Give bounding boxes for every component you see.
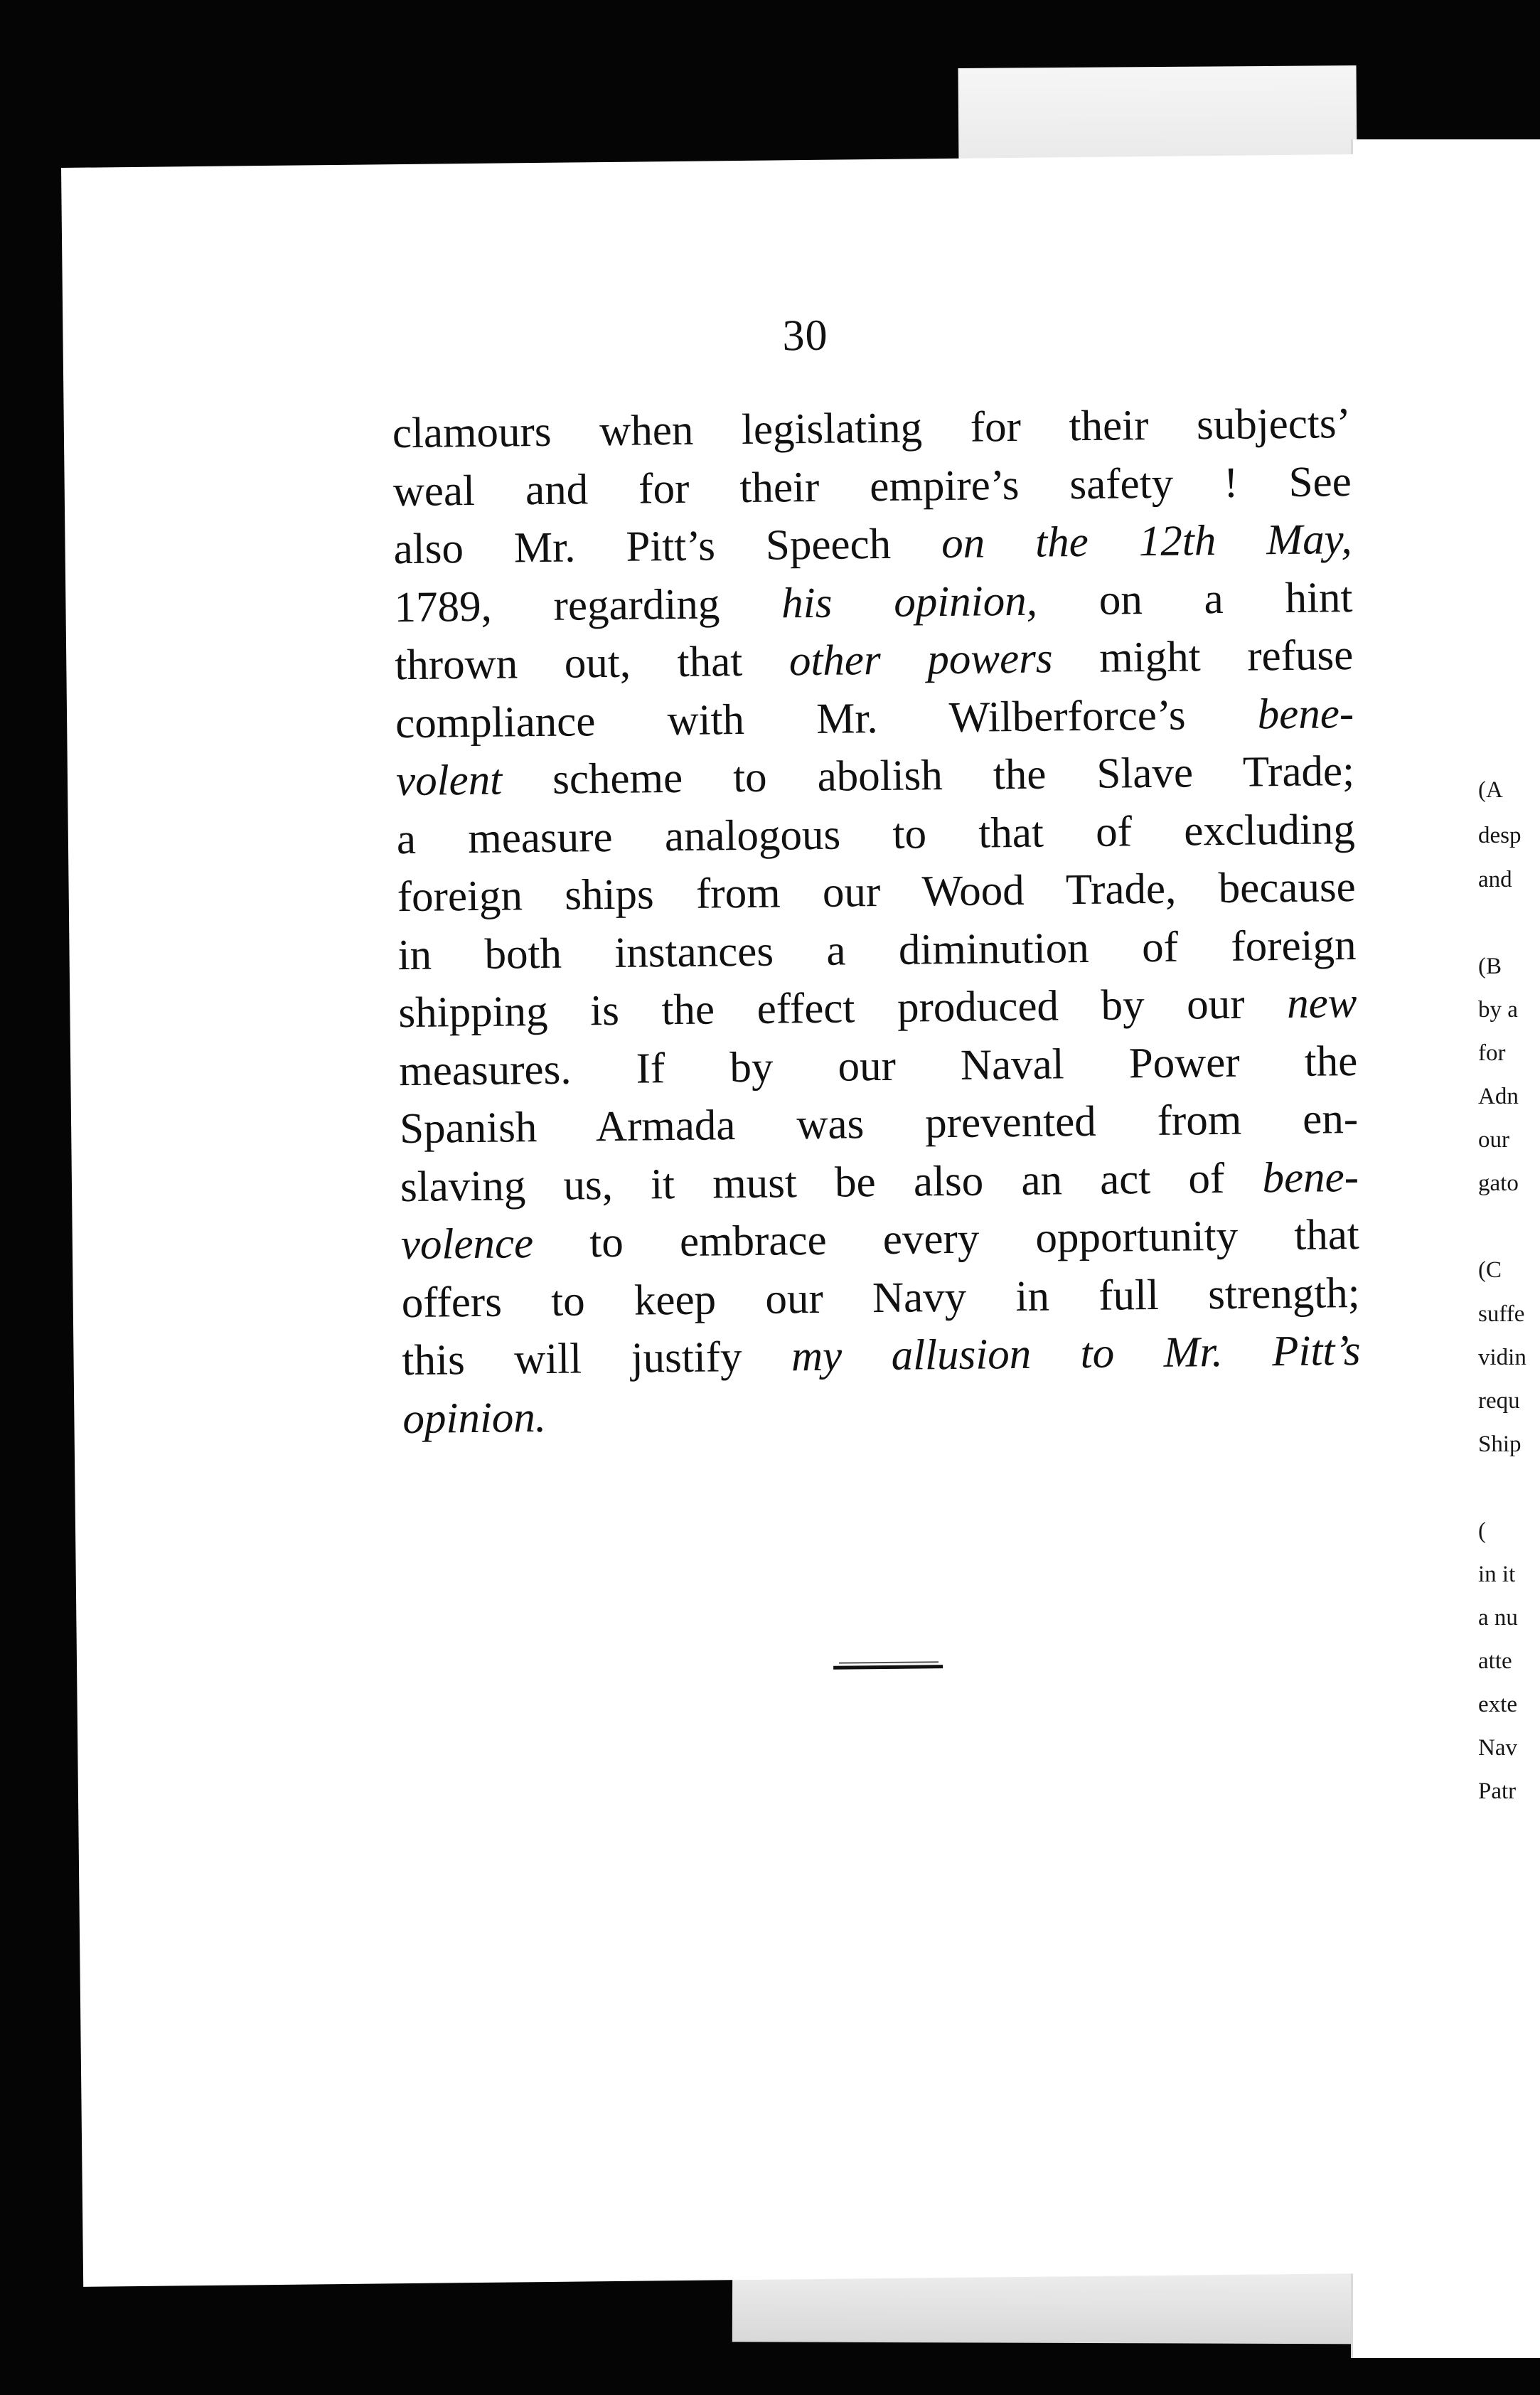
- text-run: a measure analogous to that of excluding: [396, 805, 1356, 863]
- text-line: [395, 685, 1354, 753]
- text-line: [401, 1264, 1360, 1332]
- italic-text-run: other powers: [788, 634, 1053, 686]
- neighbor-text-fragment: gato: [1478, 1170, 1519, 1196]
- text-run: shipping is the effect produced by our: [398, 980, 1288, 1038]
- text-line: [399, 1032, 1358, 1100]
- text-line: [392, 395, 1352, 463]
- book-page: [61, 154, 1381, 2287]
- text-line: [396, 742, 1355, 811]
- neighbor-page: [1351, 139, 1540, 2358]
- neighbor-text-fragment: by a: [1478, 997, 1518, 1023]
- italic-text-run: opinion.: [402, 1393, 547, 1443]
- text-line: [398, 974, 1357, 1042]
- neighbor-text-fragment: and: [1478, 867, 1512, 892]
- text-run: Spanish Armada was prevented from en-: [399, 1094, 1359, 1153]
- text-run: scheme to abolish the Slave Trade;: [501, 747, 1355, 804]
- text-line: [392, 453, 1352, 521]
- text-run: foreign ships from our Wood Trade, because: [397, 863, 1357, 922]
- text-run: thrown out, that: [395, 637, 790, 690]
- italic-text-run: bene-: [1257, 689, 1354, 738]
- neighbor-text-fragment: Adn: [1478, 1084, 1519, 1109]
- text-line: [397, 858, 1356, 927]
- neighbor-text-fragment: our: [1478, 1127, 1509, 1153]
- neighbor-text-fragment: desp: [1478, 823, 1522, 848]
- body-text: [392, 395, 1362, 1448]
- neighbor-text-fragment: Ship: [1478, 1431, 1522, 1457]
- text-run: this will justify: [402, 1333, 792, 1385]
- text-line: [402, 1380, 1362, 1448]
- text-line: [397, 916, 1357, 984]
- text-line: [393, 511, 1352, 579]
- text-line: [396, 800, 1355, 868]
- text-run: offers to keep our Navy in full strength;: [401, 1269, 1361, 1327]
- neighbor-text-fragment: Patr: [1478, 1778, 1517, 1804]
- text-run: compliance with Mr. Wilberforce’s: [395, 690, 1258, 747]
- text-line: [402, 1322, 1361, 1390]
- italic-text-run: my allusion to Mr. Pitt’s: [791, 1326, 1361, 1381]
- text-run: to embrace every opportunity that: [533, 1210, 1360, 1268]
- neighbor-text-fragment: atte: [1478, 1648, 1512, 1674]
- text-line: [400, 1148, 1359, 1216]
- text-run: clamours when legislating for their subjects’: [392, 400, 1352, 458]
- neighbor-text-fragment: vidin: [1478, 1345, 1526, 1370]
- italic-text-run: his opinion,: [781, 577, 1038, 627]
- text-run: 1789, regarding: [394, 579, 782, 631]
- text-line: [400, 1206, 1359, 1274]
- neighbor-text-fragment: exte: [1478, 1692, 1517, 1717]
- section-rule: [833, 1665, 943, 1670]
- text-run: weal and for their empire’s safety ! See: [392, 457, 1352, 516]
- text-run: might refuse: [1052, 631, 1354, 683]
- neighbor-text-fragment: (A: [1478, 777, 1503, 803]
- neighbor-text-fragment: (C: [1478, 1257, 1502, 1283]
- neighbor-text-fragment: requ: [1478, 1388, 1520, 1414]
- italic-text-run: new: [1286, 978, 1357, 1028]
- neighbor-text-fragment: Nav: [1478, 1735, 1517, 1761]
- neighbor-text-fragment: (B: [1478, 954, 1502, 979]
- text-run: on a hint: [1037, 573, 1353, 625]
- italic-text-run: on the 12th May,: [941, 516, 1352, 568]
- neighbor-text-fragment: for: [1478, 1040, 1506, 1066]
- neighbor-text-fragment: a nu: [1478, 1605, 1518, 1631]
- text-run: also Mr. Pitt’s Speech: [393, 520, 942, 574]
- text-run: in both instances a diminution of foreign: [397, 921, 1357, 979]
- neighbor-text-fragment: suffe: [1478, 1301, 1525, 1327]
- scan-background-edge-top: [958, 65, 1357, 168]
- neighbor-text-fragment: (: [1478, 1518, 1486, 1544]
- text-line: [400, 1090, 1359, 1158]
- italic-text-run: volence: [400, 1220, 534, 1269]
- neighbor-text-fragment: in it: [1478, 1562, 1516, 1587]
- text-run: slaving us, it must be also an act of: [400, 1153, 1263, 1211]
- page-number: 30: [782, 311, 828, 361]
- text-line: [395, 626, 1354, 695]
- italic-text-run: volent: [395, 756, 503, 806]
- text-run: measures. If by our Naval Power the: [398, 1037, 1358, 1095]
- italic-text-run: bene-: [1262, 1153, 1359, 1202]
- text-line: [394, 569, 1353, 637]
